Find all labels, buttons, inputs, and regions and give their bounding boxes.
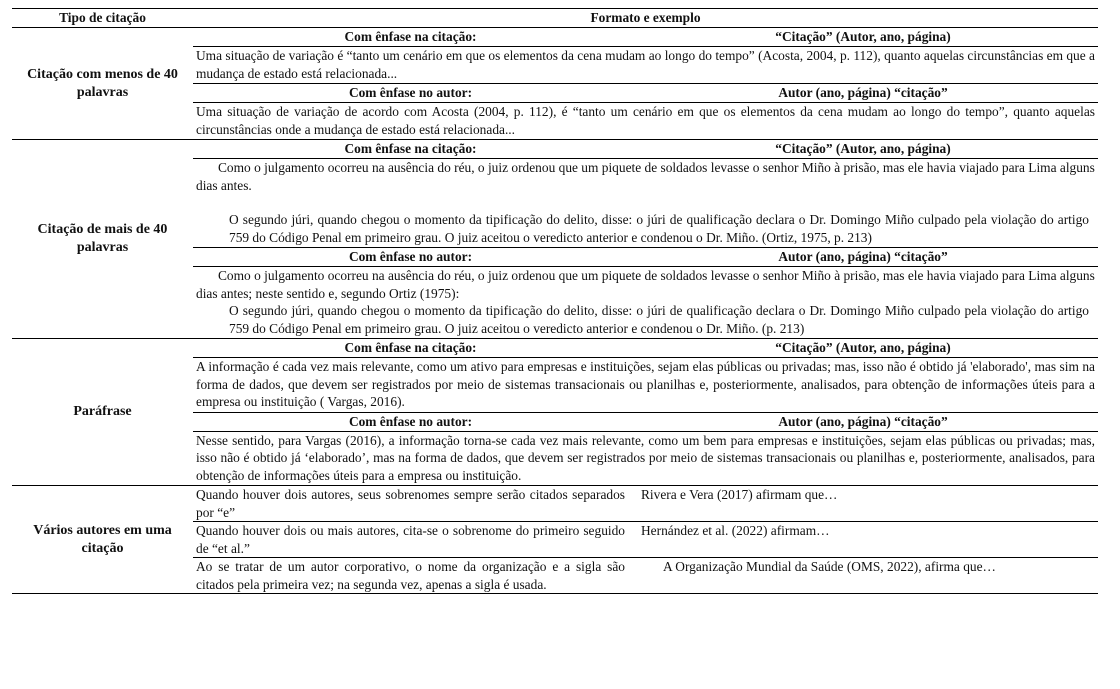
format-pattern: “Citação” (Autor, ano, página): [628, 28, 1098, 47]
citation-type-cell: Vários autores em uma citação: [12, 486, 193, 594]
emphasis-label: Com ênfase no autor:: [193, 84, 628, 103]
spacer: [196, 194, 1095, 211]
format-pattern: Autor (ano, página) “citação”: [628, 248, 1098, 267]
rule-text: Quando houver dois ou mais autores, cita-se o sobrenome do primeiro seguido de “et al.”: [193, 522, 628, 558]
format-row: [12, 140, 1098, 159]
citation-type-cell: Paráfrase: [12, 339, 193, 486]
example-text: A informação é cada vez mais relevante, como um ativo para empresas e instituições, sejam elas públicas ou privadas; mas, isso não é obtido já 'elaborado', mas sim na forma de dados, que devem ser registrados por meio de sistemas transacionais ou planilhas e, posteriormente, analisados, para obtenção de informações úteis para a empresa ou instituição ( Vargas, 2016).: [193, 358, 1098, 413]
example-text: Rivera e Vera (2017) afirmam que…: [628, 486, 1098, 522]
example-intro: Como o julgamento ocorreu na ausência do réu, o juiz ordenou que um piquete de soldados levasse o senhor Miño à prisão, mas ele havia viajado para Lima alguns dias antes.: [196, 160, 1095, 193]
rule-text: Ao se tratar de um autor corporativo, o nome da organização e a sigla são citados pela primeira vez; na segunda vez, apenas a sigla é usada.: [193, 558, 628, 594]
example-text: Nesse sentido, para Vargas (2016), a informação torna-se cada vez mais relevante, como um bem para empresas e instituições, sejam elas públicas ou privadas; mas, isso não é obtido já ‘elaborado’, mas na forma de dados, que devem ser registrados por meio de sistemas transacionais ou planilhas e, posteriormente, analisados, para obtenção de informações úteis para a empresa ou instituição.: [193, 431, 1098, 486]
citation-type-cell: Citação de mais de 40 palavras: [12, 140, 193, 339]
emphasis-label: Com ênfase na citação:: [193, 140, 628, 159]
block-quote: O segundo júri, quando chegou o momento da tipificação do delito, disse: o júri de qualificação declara o Dr. Domingo Miño culpado pela violação do artigo 759 do Código Penal em primeiro grau. O juiz aceitou o veredicto anterior e condenou o Dr. Miño. (Ortiz, 1975, p. 213): [229, 212, 1089, 245]
citation-type-cell: Citação com menos de 40 palavras: [12, 28, 193, 140]
format-row: [12, 28, 1098, 47]
header-format: Formato e exemplo: [193, 9, 1098, 28]
citation-table-container: [12, 8, 1098, 594]
emphasis-label: Com ênfase no autor:: [193, 248, 628, 267]
table-header-row: [12, 9, 1098, 28]
multi-author-row: [12, 486, 1098, 522]
emphasis-label: Com ênfase na citação:: [193, 339, 628, 358]
emphasis-label: Com ênfase na citação:: [193, 28, 628, 47]
rule-text: Quando houver dois autores, seus sobrenomes sempre serão citados separados por “e”: [193, 486, 628, 522]
example-cell: [193, 267, 1098, 339]
header-type: Tipo de citação: [12, 9, 193, 28]
example-cell: [193, 159, 1098, 248]
example-text: Hernández et al. (2022) afirmam…: [628, 522, 1098, 558]
citation-table: [12, 8, 1098, 594]
block-quote: O segundo júri, quando chegou o momento da tipificação do delito, disse: o júri de qualificação declara o Dr. Domingo Miño culpado pela violação do artigo 759 do Código Penal em primeiro grau. O juiz aceitou o veredicto anterior e condenou o Dr. Miño. (p. 213): [229, 303, 1089, 336]
example-intro: Como o julgamento ocorreu na ausência do réu, o juiz ordenou que um piquete de soldados levasse o senhor Miño à prisão, mas ele havia viajado para Lima alguns dias antes; neste sentido e, segundo Ortiz (1975):: [196, 268, 1095, 301]
format-row: [12, 339, 1098, 358]
emphasis-label: Com ênfase no autor:: [193, 412, 628, 431]
format-pattern: Autor (ano, página) “citação”: [628, 84, 1098, 103]
format-pattern: “Citação” (Autor, ano, página): [628, 339, 1098, 358]
example-text: A Organização Mundial da Saúde (OMS, 2022), afirma que…: [628, 558, 1098, 594]
format-pattern: Autor (ano, página) “citação”: [628, 412, 1098, 431]
example-text: Uma situação de variação de acordo com Acosta (2004, p. 112), é “tanto um cenário em que os elementos da cena mudam ao longo do tempo”, quanto aquelas circunstâncias onde a mudança de estado está relacionada...: [193, 103, 1098, 140]
format-pattern: “Citação” (Autor, ano, página): [628, 140, 1098, 159]
example-text: Uma situação de variação é “tanto um cenário em que os elementos da cena mudam ao longo do tempo” (Acosta, 2004, p. 112), quanto aquelas circunstâncias em que a mudança de estado está relacionada...: [193, 47, 1098, 84]
